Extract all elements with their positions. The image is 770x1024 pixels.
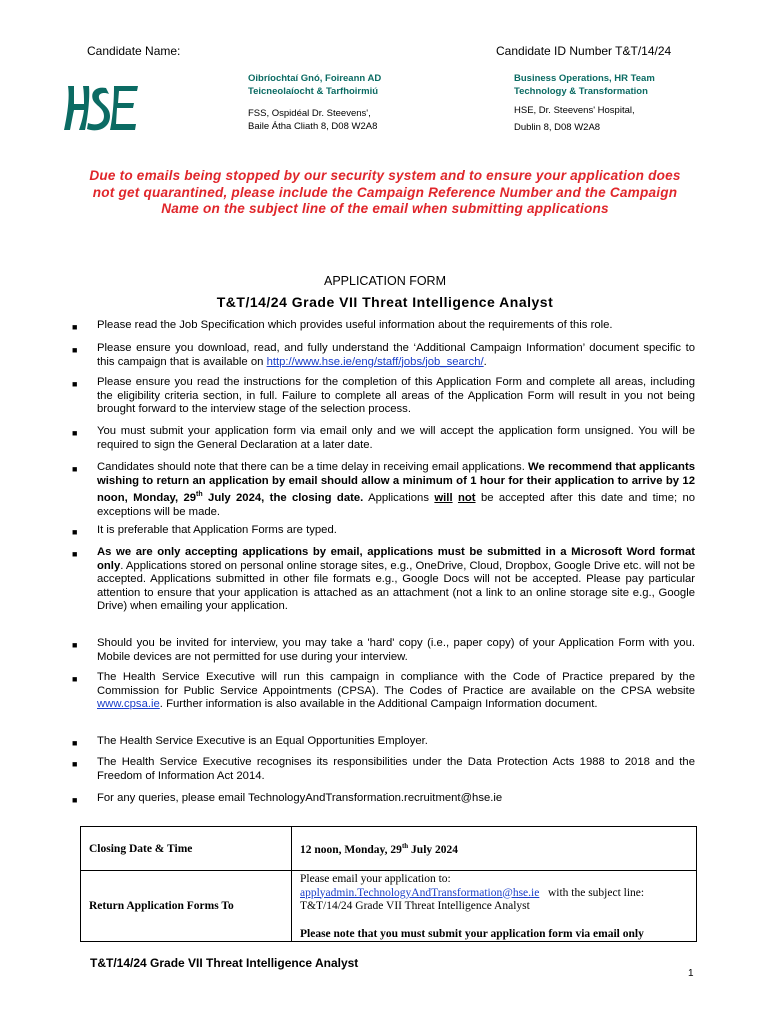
return-forms-value	[292, 871, 697, 942]
closing-date-text: July 2024, the closing date.	[208, 491, 364, 504]
bullet-queries: For any queries, please email TechnologyAndTransformation.recruitment@hse.ie	[97, 792, 503, 804]
bullet-marker: ■	[72, 795, 78, 805]
english-dept-line2: Technology & Transformation	[514, 86, 648, 97]
bullet-marker: ■	[72, 322, 78, 332]
bullet-data-protection: The Health Service Executive recognises its responsibilities under the Data Protection Acts 1988 to 2018 and the Freedom of Information Act 2014.	[97, 756, 695, 782]
table-row	[81, 871, 697, 942]
not-text: not	[457, 491, 476, 504]
english-addr-line2: Dublin 8, D08 W2A8	[514, 122, 601, 133]
bullet-text: The Health Service Executive will run this campaign in compliance with the Code of Practice prepared by the Commission for Public Service Appointments (CPSA). The Codes of Practice are available on the CPSA website	[97, 671, 695, 697]
bullet-marker: ■	[72, 464, 78, 474]
english-addr-line1: HSE, Dr. Steevens' Hospital,	[514, 105, 635, 116]
bullet-marker: ■	[72, 549, 78, 559]
return-line: T&T/14/24 Grade VII Threat Intelligence Analyst	[300, 900, 530, 912]
bullet-marker: ■	[72, 759, 78, 769]
cpsa-link[interactable]: www.cpsa.ie	[97, 698, 160, 711]
job-search-link[interactable]: http://www.hse.ie/eng/staff/jobs/job_search/	[266, 355, 484, 368]
bullet-interview: Should you be invited for interview, you may take a 'hard' copy (i.e., paper copy) of your Application Form with you. Mobile devices are not permitted for use during your interview.	[97, 637, 695, 663]
irish-addr-line2: Baile Átha Cliath 8, D08 W2A8	[248, 121, 378, 132]
english-dept-line1: Business Operations, HR Team	[514, 73, 655, 84]
irish-address-block	[248, 72, 381, 133]
security-notice: Due to emails being stopped by our security system and to ensure your application does not get quarantined, please include the Campaign Reference Number and the Campaign Name on the subject line of the email when submitting applications	[89, 168, 681, 216]
bullet-email-only: You must submit your application form via email only and we will accept the application form unsigned. You will be required to sign the General Declaration at a later date.	[97, 425, 695, 451]
bullet-text: . Further information is also available in the Additional Campaign Information document.	[159, 698, 598, 711]
irish-dept-line1: Oibríochtaí Gnó, Foireann AD	[248, 73, 382, 84]
bullet-marker: ■	[72, 674, 78, 684]
apply-email-link[interactable]: applyadmin.TechnologyAndTransformation@hse.ie	[300, 886, 540, 899]
candidate-id-label: Candidate ID Number T&T/14/24	[496, 44, 672, 58]
subject-line-text: with the subject line:	[547, 886, 645, 899]
candidate-name-label: Candidate Name:	[87, 44, 181, 58]
bullet-equal-opportunities: The Health Service Executive is an Equal Opportunities Employer.	[97, 735, 428, 747]
closing-date-value	[292, 827, 697, 871]
bullet-marker: ■	[72, 345, 78, 355]
english-address-block	[514, 72, 655, 134]
bullet-text: Candidates should note that there can be a time delay in receiving email applications.	[97, 461, 525, 473]
bullet-additional-info: Please ensure you download, read, and fully understand the ‘Additional Campaign Information’ document specific to this campaign that is available on http://www.hse.ie/eng/staff/jobs/job_search/.	[97, 342, 695, 368]
bullet-cpsa	[97, 671, 695, 712]
page-number: 1	[688, 968, 694, 979]
hse-logo	[62, 78, 142, 136]
application-form-heading: APPLICATION FORM	[323, 274, 446, 288]
return-forms-label: Return Application Forms To	[81, 871, 292, 942]
closing-date-part: July 2024	[411, 843, 459, 856]
table-row	[81, 827, 697, 871]
bullet-marker: ■	[72, 527, 78, 537]
bullet-marker: ■	[72, 738, 78, 748]
bullet-time-delay	[97, 461, 695, 519]
bullet-marker: ■	[72, 428, 78, 438]
closing-info-table	[80, 826, 697, 942]
bullet-word-format	[97, 546, 695, 614]
closing-date-label: Closing Date & Time	[81, 827, 292, 871]
email-only-note: Please note that you must submit your application form via email only	[300, 927, 644, 940]
bullet-instructions: Please ensure you read the instructions for the completion of this Application Form and complete all areas, including the eligibility criteria section, in full. Failure to complete all areas of the Application Form will result in you not being brought forward to the interview stage of the selection process.	[97, 376, 695, 416]
bullet-text: . Applications stored on personal online storage sites, e.g., OneDrive, Cloud, Dropbox, Google Drive etc. will not be accepted. Applications submitted in other file formats e.g., Google Docs will not be accepted. Please pay particular attention to ensure that your application is attached as an attachment (not a link to an online storage site e.g., Google Drive) when emailing your application.	[97, 559, 695, 613]
closing-date-suffix: th	[401, 841, 409, 850]
closing-date-part: 12 noon, Monday, 29	[300, 843, 402, 856]
return-line	[300, 887, 688, 901]
bullet-text: Please ensure you download, read, and fully understand the ‘Additional Campaign Information’ document specific to this campaign that is available on	[97, 342, 695, 368]
date-suffix: th	[196, 491, 203, 499]
will-text: will	[434, 491, 453, 504]
bullet-marker: ■	[72, 640, 78, 650]
bullet-text: be accepted after this date and time; no exceptions will be made.	[97, 491, 696, 518]
return-line: Please email your application to:	[300, 873, 451, 885]
footer-title: T&T/14/24 Grade VII Threat Intelligence Analyst	[90, 956, 359, 970]
form-title: T&T/14/24 Grade VII Threat Intelligence Analyst	[216, 294, 554, 310]
irish-dept-line2: Teicneolaíocht & Tarfhoirmiú	[248, 86, 379, 97]
bullet-job-spec: Please read the Job Specification which provides useful information about the requirements of this role.	[97, 319, 613, 331]
bullet-typed: It is preferable that Application Forms are typed.	[97, 524, 337, 536]
word-format-bold: As we are only accepting applications by email, applications must be submitted in a Microsoft Word format only	[97, 546, 695, 572]
irish-addr-line1: FSS, Ospidéal Dr. Steevens',	[248, 108, 371, 119]
bullet-text: Applications	[368, 491, 429, 504]
recommend-text: We recommend that applicants wishing to return an application by email should allow a minimum of 1 hour for their application to arrive by 12 noon, Monday, 29	[97, 461, 696, 504]
bullet-marker: ■	[72, 379, 78, 389]
